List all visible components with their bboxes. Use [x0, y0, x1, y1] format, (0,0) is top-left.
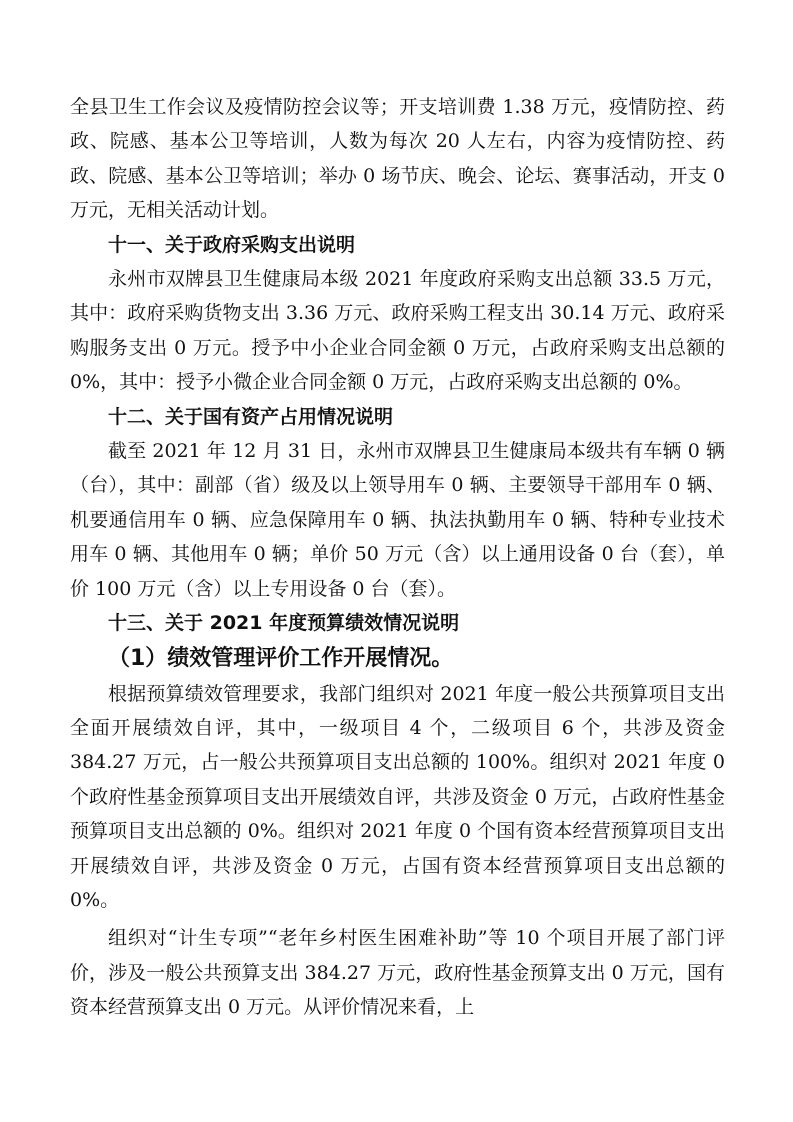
paragraph-self-evaluation: 根据预算绩效管理要求，我部门组织对 2021 年度一般公共预算项目支出全面开展绩效自评，其中，一级项目 4 个，二级项目 6 个，共涉及资金 384.27 万元，占一般公共预算项目支出总额的 100%。组织对 2021 年度 0 个政府性基金预算项目支出开展绩效自评，共涉及资金 0 万元，占政府性基金预算项目支出总额的 0%。组织对 2021 年度 0 个国有资本经营预算项目支出开展绩效自评，共涉及资金 0 万元，占国有资本经营预算项目支出总额的 0%。: [70, 682, 725, 911]
paragraph-training-expenses: 全县卫生工作会议及疫情防控会议等；开支培训费 1.38 万元，疫情防控、药政、院感、基本公卫等培训，人数为每次 20 人左右，内容为疫情防控、药政、院感、基本公卫等培训；举办 0 场节庆、晚会、论坛、赛事活动，开支 0 万元，无相关活动计划。: [70, 96, 725, 222]
subsection-heading-performance-evaluation: （1）绩效管理评价工作开展情况。: [108, 645, 454, 671]
document-body: [70, 90, 725, 1025]
paragraph-government-procurement: 永州市双牌县卫生健康局本级 2021 年度政府采购支出总额 33.5 万元，其中：政府采购货物支出 3.36 万元、政府采购工程支出 30.14 万元、政府采购服务支出 0 万元。授予中小企业合同金额 0 万元，占政府采购支出总额的 0%，其中：授予小微企业合同金额 0 万元，占政府采购支出总额的 0%。: [70, 268, 725, 394]
section-heading-government-procurement: 十一、关于政府采购支出说明: [108, 233, 356, 256]
section-heading-state-assets: 十二、关于国有资产占用情况说明: [108, 405, 394, 428]
paragraph-state-assets: 截至 2021 年 12 月 31 日，永州市双牌县卫生健康局本级共有车辆 0 辆（台），其中：副部（省）级及以上领导用车 0 辆、主要领导干部用车 0 辆、机要通信用车 0 辆、应急保障用车 0 辆、执法执勤用车 0 辆、特种专业技术用车 0 辆、其他用车 0 辆；单价 50 万元（含）以上通用设备 0 台（套），单价 100 万元（含）以上专用设备 0 台（套）。: [70, 440, 725, 600]
paragraph-department-evaluation: 组织对“计生专项”“老年乡村医生困难补助”等 10 个项目开展了部门评价，涉及一般公共预算支出 384.27 万元，政府性基金预算支出 0 万元，国有资本经营预算支出 0 万元。从评价情况来看，上: [70, 927, 725, 1019]
section-heading-budget-performance: 十三、关于 2021 年度预算绩效情况说明: [108, 612, 460, 635]
